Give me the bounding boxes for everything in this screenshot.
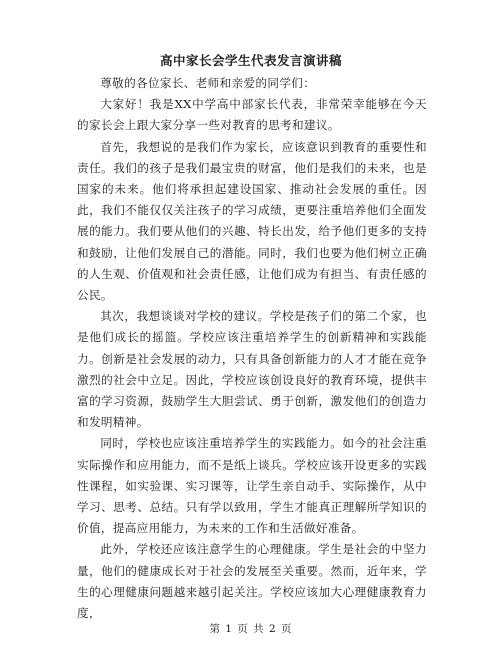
body-paragraph: 此外，学校还应该注意学生的心理健康。学生是社会的中坚力量，他们的健康成长对于社会的发展至关重要。然而，近年来，学生的心理健康问题越来越引起关注。学校应该加大心理健康教育力度， xyxy=(77,542,427,621)
body-paragraph: 其次，我想谈谈对学校的建议。学校是孩子们的第二个家，也是他们成长的摇篮。学校应该注重培养学生的创新精神和实践能力。创新是社会发展的动力，只有具备创新能力的人才才能在竞争激烈的社会中立足。因此，学校应该创设良好的教育环境，提供丰富的学习资源，鼓励学生大胆尝试、勇于创新，激发他们的创造力和发明精神。 xyxy=(77,309,427,430)
body-paragraph: 同时，学校也应该注重培养学生的实践能力。如今的社会注重实际操作和应用能力，而不是纸上谈兵。学校应该开设更多的实践性课程，如实验课、实习课等，让学生亲自动手、实际操作，从中学习、思考、总结。只有学以致用，学生才能真正理解所学知识的价值，提高应用能力，为未来的工作和生活做好准备。 xyxy=(77,436,427,536)
page-number-footer: 第 1 页 共 2 页 xyxy=(209,623,293,635)
document-title: 高中家长会学生代表发言演讲稿 xyxy=(159,53,342,68)
intro-paragraph: 大家好！我是XX中学高中部家长代表，非常荣幸能够在今天的家长会上跟大家分享一些对教育的思考和建议。 xyxy=(77,97,427,133)
document-body xyxy=(77,73,427,624)
greeting-paragraph: 尊敬的各位家长、老师和亲爱的同学们： xyxy=(100,76,316,90)
body-paragraph: 首先，我想说的是我们作为家长，应该意识到教育的重要性和责任。我们的孩子是我们最宝贵的财富，他们是我们的未来，也是国家的未来。他们将承担起建设国家、推动社会发展的重任。因此，我们不能仅仅关注孩子的学习成绩，更要注重培养他们全面发展的能力。我们要从他们的兴趣、特长出发，给予他们更多的支持和鼓励，让他们发展自己的潜能。同时，我们也要为他们树立正确的人生观、价值观和社会责任感，让他们成为有担当、有责任感的公民。 xyxy=(77,139,427,303)
